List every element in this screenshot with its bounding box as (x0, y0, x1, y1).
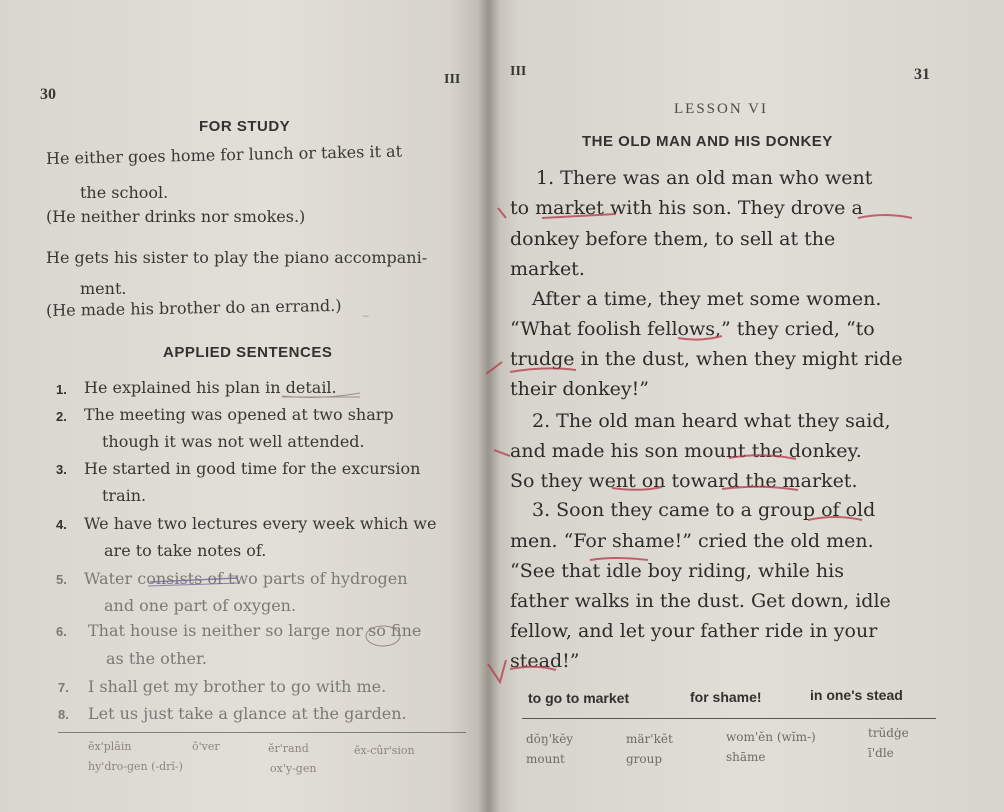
story-title: THE OLD MAN AND HIS DONKEY (582, 133, 833, 150)
applied-number-4: 4. (56, 517, 67, 532)
story-line-6: “What foolish fellows,” they cried, “to (510, 318, 875, 340)
story-line-14: “See that idle boy riding, while his (510, 560, 844, 582)
study-line-3: (He neither drinks nor smokes.) (46, 207, 306, 226)
story-line-9: 2. The old man heard what they said, (532, 410, 891, 432)
applied-sentence-5b: and one part of oxygen. (104, 596, 297, 615)
phrase-in-ones-stead: in one's stead (810, 687, 903, 703)
phrase-to-go-to-market: to go to market (528, 690, 630, 706)
applied-number-8: 8. (58, 707, 69, 722)
right-vocab-4: trŭdġe (868, 726, 909, 740)
right-vocab-6: group (626, 752, 663, 766)
right-vocab-rule (522, 718, 936, 719)
right-page (488, 0, 1004, 812)
left-vocab-5: hy'dro-gen (-drĭ-) (88, 760, 183, 773)
applied-number-1: 1. (56, 382, 67, 397)
story-line-10: and made his son mount the donkey. (510, 440, 862, 462)
book-gutter (478, 0, 500, 812)
story-line-8: their donkey!” (510, 378, 649, 400)
applied-number-5: 5. (56, 572, 67, 587)
right-chapter-mark: III (510, 64, 527, 79)
story-line-11: So they went on toward the market. (510, 470, 858, 492)
left-chapter-mark: III (444, 72, 461, 87)
story-line-4: market. (510, 258, 585, 280)
study-line-4: He gets his sister to play the piano accompani- (46, 248, 428, 267)
story-line-1: 1. There was an old man who went (536, 167, 873, 189)
applied-sentence-8: Let us just take a glance at the garden. (88, 704, 407, 723)
left-vocab-1: ĕx'plāin (88, 740, 132, 753)
applied-number-6: 6. (56, 624, 67, 639)
right-page-number: 31 (914, 66, 930, 83)
applied-sentence-3b: train. (102, 486, 147, 505)
phrase-for-shame: for shame! (690, 689, 762, 705)
left-vocab-2: ŏ'ver (192, 740, 220, 753)
story-line-12: 3. Soon they came to a group of old (532, 499, 876, 521)
story-line-16: fellow, and let your father ride in your (510, 620, 878, 642)
applied-sentence-6a: That house is neither so large nor so fine (88, 621, 422, 640)
left-vocab-3: ĕr'rand (268, 742, 309, 755)
story-line-2: to market with his son. They drove a (510, 197, 863, 219)
heading-for-study: FOR STUDY (199, 118, 291, 135)
applied-sentence-2a: The meeting was opened at two sharp (84, 405, 394, 424)
applied-sentence-4a: We have two lectures every week which we (84, 514, 437, 533)
heading-applied-sentences: APPLIED SENTENCES (163, 344, 333, 361)
applied-number-3: 3. (56, 462, 67, 477)
applied-sentence-7: I shall get my brother to go with me. (88, 677, 387, 696)
story-line-5: After a time, they met some women. (532, 288, 882, 310)
applied-sentence-4b: are to take notes of. (104, 541, 267, 560)
story-line-7: trudge in the dust, when they might ride (510, 348, 903, 370)
left-vocab-6: ox'y-gen (270, 762, 317, 775)
applied-sentence-3a: He started in good time for the excursion (84, 459, 421, 478)
story-line-13: men. “For shame!” cried the old men. (510, 530, 874, 552)
study-line-1: He either goes home for lunch or takes it at (45, 141, 403, 168)
right-vocab-7: shāme (726, 750, 766, 764)
applied-sentence-2b: though it was not well attended. (102, 432, 365, 451)
story-line-3: donkey before them, to sell at the (510, 228, 836, 250)
applied-number-7: 7. (58, 680, 69, 695)
lesson-label: LESSON VI (674, 101, 768, 117)
story-line-17: stead!” (510, 650, 580, 672)
applied-sentence-5a: Water consists of two parts of hydrogen (84, 569, 408, 588)
left-vocab-rule (58, 732, 466, 733)
right-vocab-1: dŏŋ'kĕy (526, 732, 574, 746)
applied-sentence-1: He explained his plan in detail. (84, 378, 337, 397)
applied-sentence-6b: as the other. (106, 649, 207, 668)
study-line-5: ment. (80, 279, 127, 298)
left-page (0, 0, 488, 812)
right-vocab-8: ī'dle (868, 746, 894, 760)
left-page-number: 30 (40, 86, 56, 103)
study-line-6: (He made his brother do an errand.) (45, 295, 342, 320)
right-vocab-5: mount (526, 752, 565, 766)
study-line-2: the school. (80, 183, 169, 202)
right-vocab-3: wom'ĕn (wĭm-) (726, 730, 816, 744)
left-vocab-4: ĕx-cûr'sion (354, 744, 415, 757)
applied-number-2: 2. (56, 409, 67, 424)
story-line-15: father walks in the dust. Get down, idle (510, 590, 891, 612)
pencil-note-errand: ~ (362, 312, 370, 322)
right-vocab-2: mär'kĕt (626, 732, 673, 746)
